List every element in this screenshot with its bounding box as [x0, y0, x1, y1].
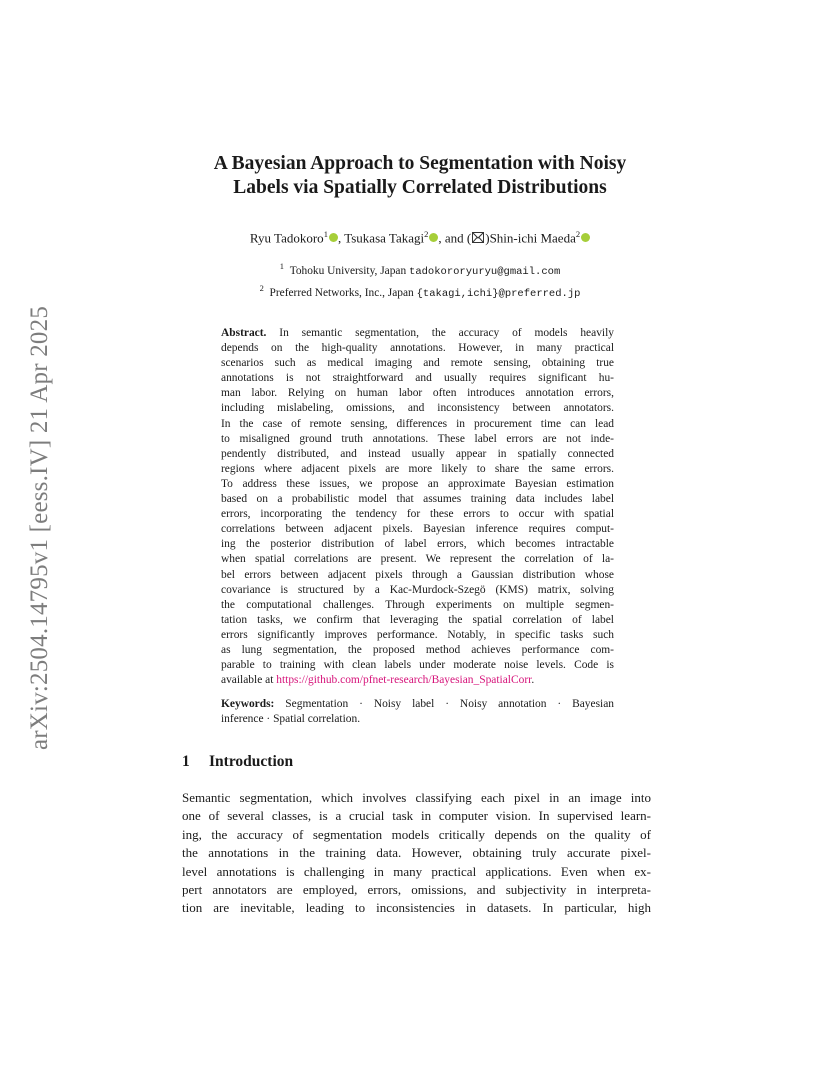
affiliation-line [170, 258, 670, 280]
intro-line: Semantic segmentation, which involves classifying each pixel in an image into [182, 790, 651, 805]
abstract-line: ing the posterior distribution of label errors, which becomes intractable [221, 538, 614, 551]
section-number: 1 [182, 753, 190, 770]
abstract-line [221, 326, 614, 341]
orcid-icon[interactable] [329, 233, 338, 242]
abstract-line: annotations is not straightforward and usually requires significant hu- [221, 372, 614, 385]
abstract-text: available at [221, 674, 277, 687]
abstract-line: regions where adjacent pixels are more likely to share the same errors. [221, 462, 614, 475]
author-sep: , [337, 230, 345, 246]
abstract-label: Abstract. [221, 327, 267, 339]
arxiv-stamp-text: arXiv:2504.14795v1 [eess.IV] 21 Apr 2025 [26, 305, 53, 751]
abstract-line: covariance is structured by a Kac-Murdock-Szegö (KMS) matrix, solving [221, 583, 614, 596]
abstract-line: parable to training with clean labels under moderate noise levels. Code is [221, 659, 614, 672]
intro-line: ing, the accuracy of segmentation models critically depends on the quality of [182, 826, 651, 842]
intro-line: one of several classes, is a crucial task in computer vision. In supervised learn- [182, 808, 651, 824]
paper-title [170, 152, 670, 200]
abstract-line: tation tasks, we confirm that leveraging the spatial correlation of label [221, 613, 614, 626]
abstract-line: depends on the high-quality annotations. However, in many practical [221, 342, 614, 355]
author-name: Shin-ichi Maeda [489, 230, 576, 246]
affil-sup: 2 [575, 229, 581, 239]
abstract-line: the computational challenges. Through experiments on multiple segmen- [221, 598, 614, 611]
intro-line: tion are inevitable, leading to inconsistencies in datasets. In particular, high [182, 900, 651, 916]
abstract-line: when spatial correlations are present. We represent the correlation of la- [221, 553, 614, 566]
title-line: Labels via Spatially Correlated Distributions [233, 177, 607, 198]
abstract-line: scenarios such as medical imaging and remote sensing, obtaining true [221, 357, 614, 370]
intro-line: the annotations in the training data. However, obtaining truly accurate pixel- [182, 845, 651, 861]
keywords-line: inference · Spatial correlation. [221, 713, 361, 726]
code-link[interactable]: https://github.com/pfnet-research/Bayesian_SpatialCorr [276, 674, 532, 687]
abstract-line: to misaligned ground truth annotations. These label errors are not inde- [221, 432, 614, 445]
affil-text: Tohoku University, Japan [289, 264, 407, 277]
affil-num: 1 [279, 261, 284, 271]
keywords-text: Segmentation · Noisy label · Noisy annotation · Bayesian [285, 698, 615, 710]
intro-paragraph [182, 789, 651, 918]
abstract-line: including mislabeling, omissions, and inconsistency between annotators. [221, 402, 614, 415]
abstract-line: based on a probabilistic model that assumes training data includes label [221, 493, 614, 506]
section-heading [182, 753, 293, 771]
title-line: A Bayesian Approach to Segmentation with Noisy [213, 153, 627, 174]
abstract-line: pendently distributed, and instead usually appear in spatially connected [221, 447, 614, 460]
affil-sup: 2 [424, 229, 429, 239]
abstract-line: To address these issues, we propose an approximate Bayesian estimation [221, 477, 614, 490]
orcid-icon[interactable] [429, 233, 438, 242]
abstract-line: man labor. Relying on human labor often introduces annotation errors, [221, 387, 614, 400]
intro-line: pert annotators are employed, errors, omissions, and subjectivity in interpreta- [182, 882, 651, 898]
author-sep: ) [485, 230, 490, 246]
abstract-line: correlations between adjacent pixels. Bayesian inference requires comput- [221, 523, 614, 536]
affil-email[interactable]: {takagi,ichi}@preferred.jp [416, 287, 581, 300]
affil-email[interactable]: tadokororyuryu@gmail.com [409, 265, 561, 278]
abstract-line: as lung segmentation, the proposed method achieves performance com- [221, 643, 614, 656]
author-name: Tsukasa Takagi [344, 230, 425, 246]
mail-icon [472, 232, 484, 243]
author-list [170, 229, 670, 246]
abstract-line: errors, incorporating the tendency for these errors to occur with spatial [221, 508, 614, 521]
abstract-text: . [531, 674, 535, 687]
affil-num: 2 [259, 282, 264, 293]
abstract-line: In the case of remote sensing, differences in procurement time can lead [221, 417, 614, 430]
author-name: Ryu Tadokoro [249, 230, 324, 246]
abstract-text: In semantic segmentation, the accuracy of models heavily [279, 327, 615, 339]
affiliations [170, 258, 670, 302]
intro-line: level annotations is challenging in many practical applications. Even when ex- [182, 863, 651, 879]
abstract-line [221, 673, 614, 688]
affiliation-line [170, 280, 670, 302]
keywords-line [221, 697, 614, 712]
author-sep: , and ( [438, 230, 472, 246]
abstract-line: bel errors between adjacent pixels through a Gaussian distribution whose [221, 568, 614, 581]
affil-text: Preferred Networks, Inc., Japan [269, 286, 414, 299]
abstract [221, 326, 614, 688]
abstract-line: errors significantly improves performance. Notably, in specific tasks such [221, 628, 614, 641]
orcid-icon[interactable] [581, 233, 590, 242]
keywords-label: Keywords: [221, 698, 275, 710]
section-title: Introduction [209, 753, 294, 770]
keywords [221, 697, 614, 727]
affil-sup: 1 [323, 229, 328, 239]
